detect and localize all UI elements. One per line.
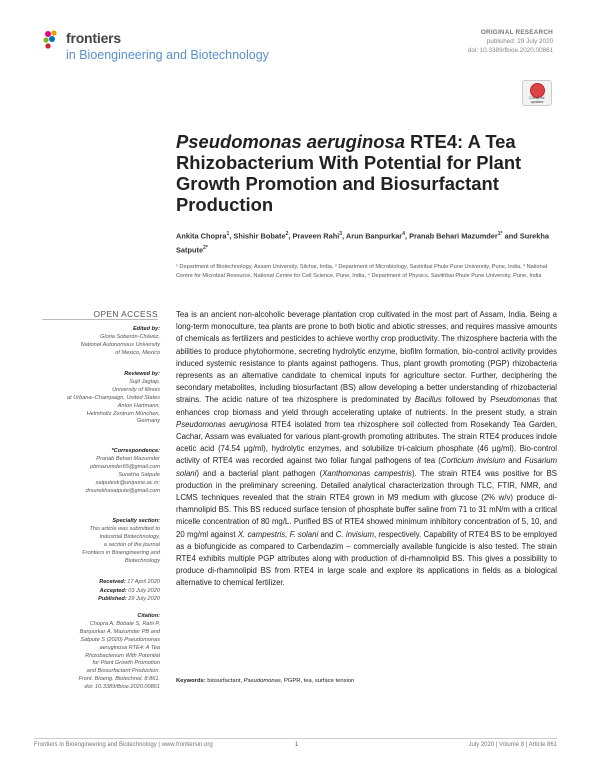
published-date: published: 29 July 2020 (486, 37, 553, 45)
meta-line: aeruginosa RTE4: A Tea (99, 644, 160, 651)
correspondence-block (34, 448, 160, 495)
abstract-segment: and (318, 529, 336, 539)
meta-line: for Plant Growth Promotion (92, 660, 160, 667)
date-row (34, 578, 160, 587)
abstract-italic-term: X. campestris, F. solani (237, 529, 319, 539)
article-type: ORIGINAL RESEARCH (480, 29, 553, 36)
meta-line: University of Illinois (112, 386, 160, 393)
meta-line: Helmholtz Zentrum München, (86, 410, 160, 417)
keywords-part-b: , PGPR, tea, surface tension (280, 678, 355, 684)
date-label: Received: (99, 579, 128, 585)
footer-journal-link[interactable]: Frontiers in Bioengineering and Biotechnology | www.frontiersin.org (34, 742, 213, 748)
author-affiliation-marker: 4 (402, 231, 405, 237)
meta-line: Biotechnology (124, 557, 160, 564)
abstract-italic-term: Fusarium solani (176, 456, 557, 478)
article-doi[interactable]: doi: 10.3389/fbioe.2020.00861 (467, 46, 553, 54)
meta-line: National Autonomous University (80, 341, 160, 348)
author-affiliation-marker: 1* (497, 231, 503, 237)
abstract-italic-term: Bacillus (414, 395, 442, 405)
author-list: Ankita Chopra$^1$, Shishir Bobate$^2$, Praveen Rahi$^3$, Arun Banpurkar$^4$, Pranab Behari Mazumder$^{1*}$ and Surekha Satpute$^{2*}$ (176, 231, 549, 255)
edited-by-label: Edited by: (132, 326, 160, 332)
date-row (34, 587, 160, 596)
abstract-italic-term: Pseudomonas aeruginosa (176, 419, 268, 429)
meta-line: satputesk@unipune.ac.in; (95, 479, 160, 486)
abstract-segment: Tea is an ancient non-alcoholic beverage plantation crop cultivated in the most part of Assam, India. Being a long-term monoculture, tea plants are prone to both biotic and abiotic stresses, and requires massive amounts of chemicals as fertilizers and pesticides to achieve worthy crop productivity. The rhizosphere bacteria with the abilities to produce phytohormone, secreting hydrolytic enzyme, biofilm formation, bio-control activity provides induced systemic resistance to plants against pathogens. Thus, plant growth promoting (PGP) rhizobacteria represents as an alternative candidate to chemical inputs for agriculture sector. Further, deciphering the secondary metabolites, including biosurfactant (BS) allow developing a better understanding of rhizobacterial strains. The acidic nature of tea rhizosphere is predominated by (176, 310, 560, 405)
meta-line: This article was submitted to (89, 525, 160, 532)
meta-line: a section of the journal (103, 541, 160, 548)
meta-line: Pranab Behari Mazumder (96, 455, 160, 462)
frontiers-logo-icon (42, 29, 64, 51)
citation-list (34, 621, 160, 692)
abstract-segment: that enhances crop biomass and yield through accelerating uptake of nutrients. In the present study, a strain (176, 395, 560, 417)
edited-by-block (34, 326, 160, 358)
correspondence-label: *Correspondence: (111, 448, 160, 454)
author-affiliation-marker: 3 (339, 231, 343, 237)
author-name[interactable]: Ankita Chopra (176, 231, 227, 241)
keywords-label: Keywords: (176, 678, 206, 684)
title-rest: RTE4: A Tea Rhizobacterium With Potential for Plant Growth Promotion and Biosurfactant Production (176, 131, 522, 215)
correspondence-list[interactable] (34, 456, 160, 496)
meta-line: Anton Hartmann, (117, 402, 160, 409)
meta-line: pbmazumder65@gmail.com (89, 463, 160, 470)
article-meta-header (468, 29, 553, 55)
abstract-segment: ). The strain RTE4 was positive for BS production in the preliminary screening. Detailed analytical characterization through TLC, FTIR, NMR, and LCMS techniques revealed that the strain RTE4 grown in M9 medium with glucose (2% w/v) produce di-rhamnolipid BS. This BS reduced surface tension of phosphate buffer saline from 71 to 31 mN/m with a critical micelle concentration of 80 mg/L. Purified BS of RTE4 showed minimum inhibitory concentration of 5, 10, and 20 mg/ml against (176, 468, 560, 539)
abstract-segment: , respectively. Capability of RTE4 BS to be employed as a biofungicide as compared to Carbendazim – commercially available fungicide is also tested. The strain RTE4 exhibits multiple PGP attributes along with production of di-rhamnolipid BS. This gives a possibility to produce di-rhamnolipid BS from RTE4 in large scale and explore its applications in fields as a biological alternative to chemical fertilizer. (176, 529, 560, 588)
abstract-segment: followed by (441, 395, 491, 405)
author-affiliation-marker: 1 (226, 231, 230, 237)
specialty-list (34, 526, 160, 566)
author-name[interactable]: Arun Banpurkar (345, 231, 403, 241)
meta-line: Sujit Jagtap, (129, 378, 160, 385)
meta-line: Front. Bioeng. Biotechnol. 8:861. (78, 676, 160, 683)
date-value: 29 July 2020 (128, 596, 160, 603)
meta-line: Industrial Biotechnology, (99, 533, 160, 540)
meta-line: Satpute S (2020) Pseudomonas (80, 636, 160, 643)
abstract-italic-term: Pseudomonas (490, 395, 541, 405)
keywords-italic: Pseudomonas (243, 678, 281, 684)
citation-label: Citation: (137, 613, 160, 619)
date-label: Published: (98, 596, 129, 603)
divider (42, 319, 158, 320)
keywords-part-a: biosurfactant, (205, 678, 244, 684)
meta-line: and Biosurfactant Production. (86, 668, 160, 675)
title-organism: Pseudomonas aeruginosa (176, 131, 405, 152)
specialty-label: Specialty section: (112, 518, 160, 524)
meta-line: Frontiers in Bioengineering and (82, 549, 160, 556)
article-title (176, 131, 556, 215)
author-name[interactable]: Surekha Satpute (176, 231, 549, 255)
author-name[interactable]: Shishir Bobate (233, 231, 286, 241)
reviewed-by-block (34, 371, 160, 426)
open-access-label: OPEN ACCESS (93, 309, 158, 319)
badge-label: Check for updates (529, 96, 545, 104)
check-for-updates-badge[interactable] (522, 80, 552, 106)
journal-logo[interactable] (42, 28, 302, 68)
meta-line: Chopra A, Bobate S, Rahi P, (89, 620, 160, 627)
date-label: Accepted: (99, 587, 129, 594)
footer-divider (34, 738, 557, 739)
date-value: 17 April 2020 (127, 579, 160, 585)
meta-line: Surekha Satpute (118, 471, 160, 478)
abstract-text (176, 309, 560, 590)
keywords (176, 678, 557, 684)
specialty-section-block (34, 518, 160, 565)
abstract-segment: RTE4 isolated from tea rhizosphere soil collected from Rosekandy Tea Garden, Cachar, Assam was evaluated for various plant-growth promoting attributes. The strain RTE4 produces indole acetic acid (74.54 μg/ml), hydrolytic enzymes, and solubilize tri-calcium phosphate (46 μg/ml). Bio-control activity of RTE4 was recorded against two foliar fungal pathogens of tea ( (176, 419, 560, 466)
abstract-segment: ) and a bacterial plant pathogen ( (196, 468, 323, 478)
abstract-italic-term: C. invisium (335, 529, 374, 539)
footer-issue-info: July 2020 | Volume 8 | Article 861 (468, 742, 557, 748)
affiliations: ¹ Department of Biotechnology, Assam University, Silchar, India, ² Department of Microbiology, Savitribai Phule Pune University, Pune, India, ³ National Centre for Microbial Resource, National Centre for Cell Science, Pune, India, ⁴ Department of Physics, Savitribai Phule Pune University, Pune, India (176, 264, 548, 279)
meta-line: Rhizobacterium With Potential (85, 652, 160, 659)
abstract-segment: and (505, 456, 525, 466)
author-name[interactable]: Pranab Behari Mazumder (409, 231, 498, 241)
meta-line: drsurekhasatpute@gmail.com (85, 487, 160, 494)
abstract-italic-term: Corticium invisium (440, 456, 506, 466)
author-affiliation-marker: 2* (203, 245, 208, 252)
brand-name: frontiers (66, 30, 121, 46)
meta-line: Germany (136, 418, 160, 425)
abstract-italic-term: Xanthomonas campestris (322, 468, 412, 478)
journal-name: in Bioengineering and Biotechnology (66, 48, 269, 62)
author-name[interactable]: Praveen Rahi (292, 231, 340, 241)
meta-line: doi: 10.3389/fbioe.2020.00861 (84, 684, 160, 691)
page-number: 1 (295, 742, 299, 748)
dates-block (34, 578, 160, 604)
meta-line: Banpurkar A, Mazumder PB and (79, 628, 160, 635)
citation-block (34, 613, 160, 692)
meta-line: at Urbana–Champaign, United States (67, 394, 160, 401)
date-row (34, 595, 160, 604)
author-affiliation-marker: 2 (285, 231, 289, 237)
reviewed-by-list (34, 379, 160, 426)
edited-by-list (34, 334, 160, 358)
date-value: 03 July 2020 (128, 587, 160, 594)
meta-line: of Mexico, Mexico (115, 349, 160, 356)
meta-line: Gloria Soberón-Chávez, (99, 333, 160, 340)
reviewed-by-label: Reviewed by: (124, 371, 160, 377)
